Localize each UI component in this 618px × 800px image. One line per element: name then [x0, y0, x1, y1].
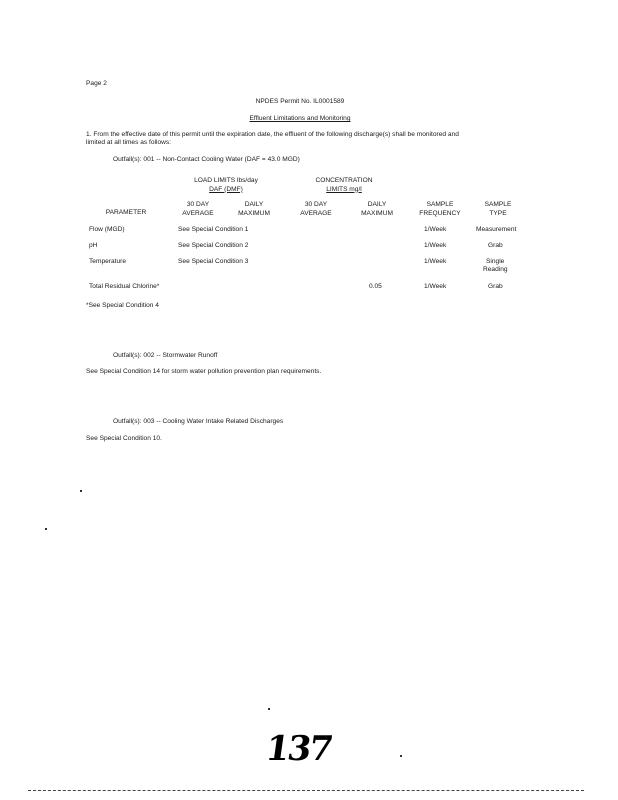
- row-parameter: Temperature: [89, 258, 127, 265]
- row-frequency: 1/Week: [424, 226, 447, 233]
- intro-line-1: 1. From the effective date of this permit until the expiration date, the effluent of the following discharge(s) shall be monitored and: [86, 131, 459, 138]
- row-conc-max: 0.05: [369, 283, 382, 290]
- handwritten-page-number: 137: [263, 729, 334, 769]
- scan-speck: [400, 755, 402, 757]
- outfall-003-heading: Outfall(s): 003 -- Cooling Water Intake Related Discharges: [113, 418, 284, 425]
- intro-line-2: limited at all times as follows:: [86, 139, 172, 146]
- col-conc-avg-line2: AVERAGE: [300, 209, 332, 217]
- load-limits-header: [178, 177, 274, 194]
- outfall-003-note: See Special Condition 10.: [86, 435, 162, 442]
- col-frequency-line2: FREQUENCY: [419, 209, 461, 217]
- col-type-line2: TYPE: [489, 209, 507, 217]
- footnote: *See Special Condition 4: [86, 302, 159, 309]
- col-frequency-line1: SAMPLE: [426, 201, 454, 208]
- col-type: [468, 201, 528, 218]
- col-parameter: [96, 209, 156, 218]
- section-title: Effluent Limitations and Monitoring: [249, 115, 351, 122]
- table-row: [0, 258, 618, 276]
- col-load-max-line2: MAXIMUM: [238, 209, 270, 217]
- table-row: [0, 242, 618, 252]
- concentration-line1: CONCENTRATION: [315, 177, 373, 184]
- row-frequency: 1/Week: [424, 242, 447, 249]
- scan-speck: [45, 528, 47, 530]
- outfall-001-heading: Outfall(s): 001 -- Non-Contact Cooling Water (DAF = 43.0 MGD): [113, 156, 300, 163]
- row-type: Single: [486, 258, 505, 265]
- col-parameter-label: PARAMETER: [105, 209, 147, 216]
- col-load-avg-line1: 30 DAY: [186, 201, 210, 208]
- col-conc-avg: [288, 201, 344, 218]
- permit-number: NPDES Permit No. IL0001589: [255, 98, 345, 105]
- load-limits-line1: LOAD LIMITS lbs/day: [194, 177, 258, 184]
- col-load-avg: [170, 201, 226, 218]
- outfall-002-heading: Outfall(s): 002 -- Stormwater Runoff: [113, 352, 218, 359]
- row-parameter: Flow (MGD): [89, 226, 125, 233]
- col-load-avg-line2: AVERAGE: [182, 209, 214, 217]
- outfall-002-note: See Special Condition 14 for storm water pollution prevention plan requirements.: [86, 368, 322, 375]
- row-limit: See Special Condition 3: [178, 258, 249, 265]
- table-row: [0, 283, 618, 293]
- row-limit: See Special Condition 1: [178, 226, 249, 233]
- col-conc-avg-line1: 30 DAY: [304, 201, 328, 208]
- load-limits-line2: DAF (DMF): [209, 185, 243, 193]
- row-type: Grab: [488, 242, 503, 249]
- scan-speck: [80, 490, 82, 492]
- row-frequency: 1/Week: [424, 258, 447, 265]
- scan-edge-line: [28, 790, 584, 791]
- col-load-max: [226, 201, 282, 218]
- col-frequency: [410, 201, 470, 218]
- page-label: Page 2: [86, 80, 107, 87]
- row-parameter: pH: [89, 242, 98, 249]
- table-row: [0, 226, 618, 236]
- col-conc-max-line1: DAILY: [367, 201, 387, 208]
- col-load-max-line1: DAILY: [244, 201, 264, 208]
- col-conc-max: [349, 201, 405, 218]
- scan-speck: [268, 708, 270, 710]
- row-type: Grab: [488, 283, 503, 290]
- row-type: Measurement: [476, 226, 517, 233]
- col-conc-max-line2: MAXIMUM: [361, 209, 393, 217]
- concentration-line2: LIMITS mg/l: [326, 185, 362, 193]
- col-type-line1: SAMPLE: [484, 201, 512, 208]
- row-parameter: Total Residual Chlorine*: [89, 283, 160, 290]
- concentration-header: [296, 177, 392, 194]
- row-limit: See Special Condition 2: [178, 242, 249, 249]
- row-type-line2: Reading: [483, 266, 508, 273]
- row-frequency: 1/Week: [424, 283, 447, 290]
